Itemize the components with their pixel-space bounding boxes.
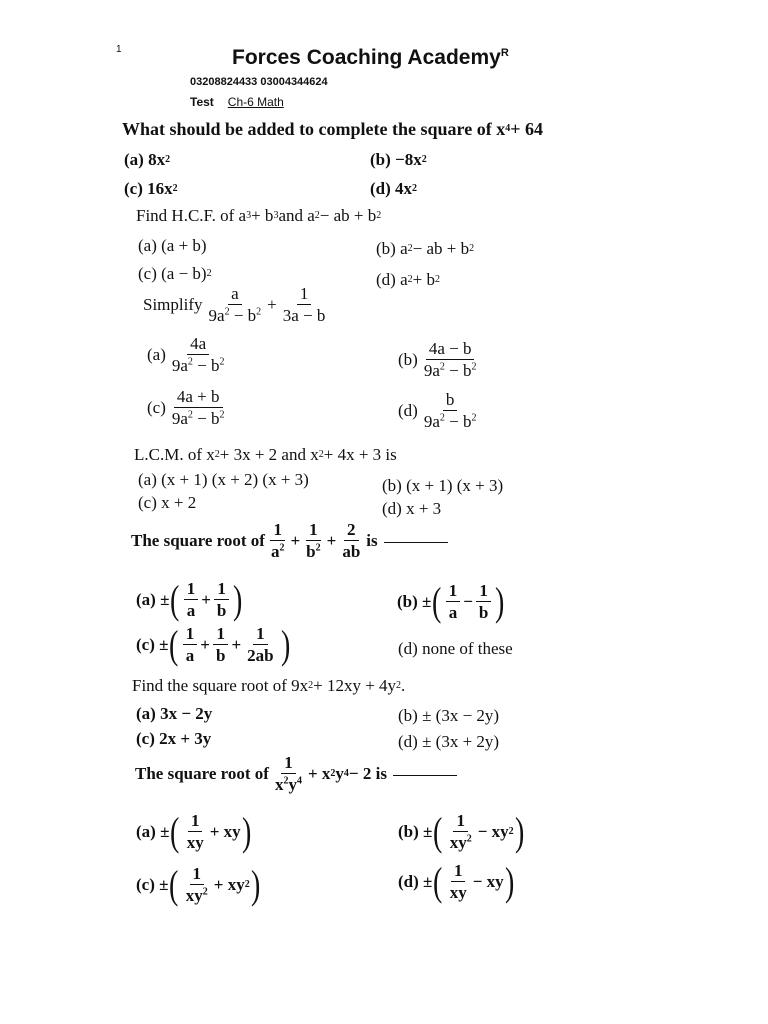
den-exp: 2	[466, 833, 472, 845]
q7-option-a[interactable]	[136, 808, 252, 854]
q7-f-den-y-exp: 4	[296, 775, 302, 787]
q1-b-text: (b) −8x	[370, 150, 422, 169]
question-2: Find H.C.F. of a 3 + b 3 and a 2 − ab + b 2	[136, 206, 382, 225]
q3-option-c[interactable]	[147, 388, 231, 428]
question-1: What should be added to complete the square of x 4 + 64	[122, 119, 543, 139]
question-7: The square root of $\frac{1}{x^2y^4}$ + x 2 y 4 − 2 is	[135, 754, 457, 794]
question-3	[143, 285, 331, 325]
den: b	[215, 645, 226, 665]
q3-f1-denominator	[206, 305, 265, 325]
q1-c-text: (c) 16x	[124, 179, 173, 198]
left-paren: (	[433, 858, 443, 904]
q4-part-3: + 4x + 3 is	[323, 445, 397, 464]
q3-f1-den-a: 9a	[208, 305, 225, 325]
registered-mark: R	[500, 47, 509, 59]
num: 1	[183, 625, 198, 645]
den: a	[186, 600, 196, 620]
q7-label: The square root of	[135, 764, 269, 784]
num: 1	[184, 580, 199, 600]
test-label: Test	[190, 95, 214, 109]
q4-option-c[interactable]	[138, 494, 196, 511]
right-paren: )	[233, 576, 243, 622]
q1-d-text: (d) 4x	[370, 179, 413, 198]
q2-option-c[interactable]: (c) (a − b) 2	[138, 264, 212, 283]
right-paren: )	[280, 621, 290, 667]
q3-d-den-a: 9a	[423, 411, 440, 431]
q3-a-numerator: 4a	[187, 335, 209, 355]
q4-option-d[interactable]	[382, 500, 441, 517]
right-paren: )	[241, 808, 252, 854]
q3-fraction-1	[206, 285, 265, 325]
q7-f-den-y: y	[288, 774, 297, 794]
q5-b-label: (b) ±	[397, 592, 432, 612]
q4-b-text: (b) (x + 1) (x + 3)	[382, 476, 504, 495]
q5-label: The square root of	[131, 531, 265, 551]
left-paren: (	[170, 576, 180, 622]
den: xy	[186, 832, 204, 852]
q3-d-den-e2: 2	[471, 412, 477, 424]
q3-b-label: (b)	[398, 350, 418, 370]
left-paren: (	[170, 808, 180, 854]
q5-f1-num: 1	[270, 521, 285, 541]
right-paren: )	[495, 578, 505, 624]
q2-part-1: Find H.C.F. of a	[136, 206, 247, 225]
q3-label: Simplify	[143, 295, 203, 315]
q4-part-2: + 3x + 2 and x	[219, 445, 319, 464]
test-line	[190, 95, 284, 109]
q5-c-frac-1	[183, 625, 198, 665]
question-6: Find the square root of 9x 2 + 12xy + 4y 2 .	[132, 676, 406, 695]
num: 1	[213, 625, 228, 645]
num: 1	[253, 625, 268, 645]
q3-d-den-e: 2	[439, 412, 445, 424]
den: 2ab	[247, 645, 274, 665]
q2-b-part-1: (b) a	[376, 239, 408, 258]
den: a	[185, 645, 195, 665]
q7-b-frac	[447, 812, 475, 852]
q7-c-label: (c) ±	[136, 875, 169, 895]
q7-part-3: y	[335, 764, 344, 784]
q2-c-text: (c) (a − b)	[138, 264, 207, 283]
q3-d-denominator	[421, 411, 480, 431]
q3-b-numerator: 4a − b	[426, 340, 475, 360]
q3-c-den-b: − b	[192, 408, 220, 428]
den: b	[216, 600, 227, 620]
q6-d-text: (d) ± (3x + 2y)	[398, 732, 500, 751]
q7-a-frac	[184, 812, 207, 852]
q7-b-label: (b) ±	[398, 822, 433, 842]
q5-b-frac-2	[476, 582, 491, 622]
q5-c-plus-2: +	[231, 635, 242, 655]
q5-a-frac-2	[214, 580, 229, 620]
q5-c-plus-1: +	[200, 635, 210, 655]
q5-a-plus: +	[201, 590, 211, 610]
q6-option-b[interactable]	[398, 707, 499, 724]
q7-f-den-x-exp: 2	[283, 775, 289, 787]
q6-c-text: (c) 2x + 3y	[136, 729, 212, 748]
q5-f2-den-var: b	[306, 541, 316, 561]
den-var: xy	[185, 885, 203, 905]
q7-a-label: (a) ±	[136, 822, 170, 842]
q3-d-den-b: − b	[444, 411, 472, 431]
q5-a-frac-1	[184, 580, 199, 620]
q5-f3-den: ab	[342, 541, 361, 561]
q3-b-den-e: 2	[439, 361, 445, 373]
q3-c-label: (c)	[147, 398, 166, 418]
q7-d-tail: − xy	[472, 872, 504, 892]
page-number: 1	[116, 44, 122, 55]
q5-fraction-3	[339, 521, 363, 561]
q1-tail: + 64	[510, 119, 543, 139]
q3-option-a[interactable]	[147, 335, 231, 375]
q3-d-label: (d)	[398, 401, 418, 421]
q5-f1-den	[268, 541, 288, 561]
q2-part-2: + b	[251, 206, 274, 225]
q3-b-fraction	[421, 340, 480, 380]
q5-plus-1: +	[290, 531, 301, 551]
right-paren: )	[514, 808, 524, 854]
den-exp: 2	[202, 886, 208, 898]
q7-c-tail: + xy	[213, 875, 245, 895]
q5-c-frac-3	[244, 625, 276, 665]
q4-c-text: (c) x + 2	[138, 493, 197, 512]
q3-f1-numerator: a	[228, 285, 242, 305]
phone-numbers: 03208824433 03004344624	[190, 76, 328, 88]
q7-fraction	[272, 754, 305, 794]
answer-blank	[393, 775, 457, 776]
q3-d-fraction	[421, 391, 480, 431]
num: 1	[188, 812, 203, 832]
q5-b-frac-1	[446, 582, 461, 622]
q5-f2-den	[303, 541, 323, 561]
left-paren: (	[169, 621, 179, 667]
q7-f-den	[272, 774, 305, 794]
q5-fraction-2	[303, 521, 323, 561]
num: 1	[476, 582, 491, 602]
q6-b-text: (b) ± (3x − 2y)	[398, 706, 500, 725]
q3-plus: +	[267, 295, 277, 315]
q4-a-text: (a) (x + 1) (x + 2) (x + 3)	[138, 470, 309, 489]
num: 1	[446, 582, 461, 602]
q7-option-b[interactable]: (b) ± ( $\frac{1}{xy^2}$ − xy 2 )	[398, 808, 524, 854]
num: 1	[190, 865, 205, 885]
q6-part-3: .	[401, 676, 406, 695]
q5-c-label: (c) ±	[136, 635, 169, 655]
question-4: L.C.M. of x 2 + 3x + 2 and x 2 + 4x + 3 is	[134, 445, 397, 464]
academy-name: Forces Coaching Academy	[232, 46, 501, 69]
q4-d-text: (d) x + 3	[382, 499, 442, 518]
left-paren: (	[432, 578, 442, 624]
q3-b-denominator	[421, 360, 480, 380]
q3-option-b[interactable]	[398, 340, 482, 380]
right-paren: )	[504, 858, 514, 904]
q5-plus-2: +	[326, 531, 337, 551]
q7-option-c[interactable]: (c) ± ( $\frac{1}{xy^2}$ + xy 2 )	[136, 861, 261, 907]
q4-option-b[interactable]	[382, 477, 503, 494]
q3-c-numerator: 4a + b	[174, 388, 223, 408]
den: b	[478, 602, 489, 622]
q7-part-2: + x	[307, 764, 331, 784]
q7-f-den-x: x	[274, 774, 284, 794]
q2-option-d[interactable]: (d) a 2 + b 2	[376, 270, 440, 289]
q1-option-b[interactable]: (b) −8x 2	[370, 150, 427, 169]
q3-d-numerator: b	[443, 391, 458, 411]
q2-part-3: and a	[278, 206, 315, 225]
q6-option-a[interactable]	[136, 705, 212, 722]
q6-part-2: + 12xy + 4y	[313, 676, 397, 695]
q2-a-text: (a) (a + b)	[138, 236, 207, 255]
q5-fraction-1	[268, 521, 288, 561]
q7-c-frac	[183, 865, 211, 905]
q3-a-den-b: − b	[192, 355, 220, 375]
q3-c-den-e: 2	[187, 409, 193, 421]
q6-option-d[interactable]	[398, 733, 499, 750]
q1-text: What should be added to complete the square of x	[122, 119, 506, 139]
q3-a-den-a: 9a	[171, 355, 188, 375]
question-5	[131, 521, 448, 561]
q5-b-minus: −	[463, 592, 473, 612]
q2-part-4: − ab + b	[319, 206, 377, 225]
q3-f2-denominator: 3a − b	[282, 305, 326, 325]
q5-option-d[interactable]	[398, 640, 513, 657]
den	[447, 832, 475, 852]
right-paren: )	[250, 861, 261, 907]
den: a	[448, 602, 458, 622]
q5-option-b[interactable]	[397, 578, 506, 624]
q3-f1-den-e2: 2	[256, 306, 262, 318]
num: 1	[214, 580, 229, 600]
q3-b-den-b: − b	[444, 360, 472, 380]
q4-option-a[interactable]	[138, 471, 309, 488]
num: 1	[453, 812, 468, 832]
q7-d-frac	[447, 862, 470, 902]
q5-option-a[interactable]	[136, 576, 244, 622]
q3-c-fraction	[169, 388, 228, 428]
q5-f1-den-exp: 2	[279, 542, 285, 554]
q3-option-d[interactable]	[398, 391, 482, 431]
q2-option-b[interactable]: (b) a 2 − ab + b 2	[376, 239, 475, 258]
q2-d-part-2: + b	[412, 270, 435, 289]
q6-a-text: (a) 3x − 2y	[136, 704, 213, 723]
q3-f2-numerator: 1	[297, 285, 312, 305]
q7-part-4: − 2 is	[348, 764, 387, 784]
q6-part-1: Find the square root of 9x	[132, 676, 309, 695]
q1-a-text: (a) 8x	[124, 150, 166, 169]
q5-d-text: (d) none of these	[398, 639, 513, 658]
q1-option-c[interactable]: (c) 16x 2	[124, 179, 178, 198]
q5-f1-den-var: a	[270, 541, 280, 561]
q3-b-den-a: 9a	[423, 360, 440, 380]
q7-a-tail: + xy	[209, 822, 241, 842]
q3-c-denominator	[169, 408, 228, 428]
q3-a-den-e2: 2	[219, 356, 225, 368]
q3-fraction-2	[280, 285, 329, 325]
q5-f3-num: 2	[344, 521, 359, 541]
q5-a-label: (a) ±	[136, 590, 170, 610]
q2-d-part-1: (d) a	[376, 270, 408, 289]
num: 1	[451, 862, 466, 882]
q1-option-a[interactable]: (a) 8x 2	[124, 150, 171, 169]
left-paren: (	[169, 861, 179, 907]
q5-f2-num: 1	[306, 521, 321, 541]
q5-option-c[interactable]	[136, 621, 291, 667]
q3-c-den-a: 9a	[171, 408, 188, 428]
left-paren: (	[433, 808, 443, 854]
q1-option-d[interactable]: (d) 4x 2	[370, 179, 418, 198]
answer-blank	[384, 542, 448, 543]
den	[183, 885, 211, 905]
q7-d-label: (d) ±	[398, 872, 433, 892]
den: xy	[449, 882, 467, 902]
q3-a-den-e: 2	[187, 356, 193, 368]
q3-a-label: (a)	[147, 345, 166, 365]
q5-f2-den-exp: 2	[315, 542, 321, 554]
q3-a-fraction	[169, 335, 228, 375]
q2-b-part-2: − ab + b	[412, 239, 470, 258]
q7-option-d[interactable]	[398, 858, 515, 904]
q3-a-denominator	[169, 355, 228, 375]
q3-c-den-e2: 2	[219, 409, 225, 421]
q3-f1-den-b: − b	[229, 305, 257, 325]
q5-c-frac-2	[213, 625, 228, 665]
test-subject: Ch-6 Math	[227, 95, 284, 109]
q5-is: is	[366, 531, 378, 551]
q3-f1-den-e: 2	[224, 306, 230, 318]
q6-option-c[interactable]	[136, 730, 211, 747]
q3-b-den-e2: 2	[471, 361, 477, 373]
q7-b-tail: − xy	[477, 822, 509, 842]
q7-f-num: 1	[281, 754, 296, 774]
q4-part-1: L.C.M. of x	[134, 445, 215, 464]
academy-title	[232, 46, 509, 70]
den-var: xy	[449, 832, 467, 852]
q2-option-a[interactable]	[138, 237, 207, 254]
